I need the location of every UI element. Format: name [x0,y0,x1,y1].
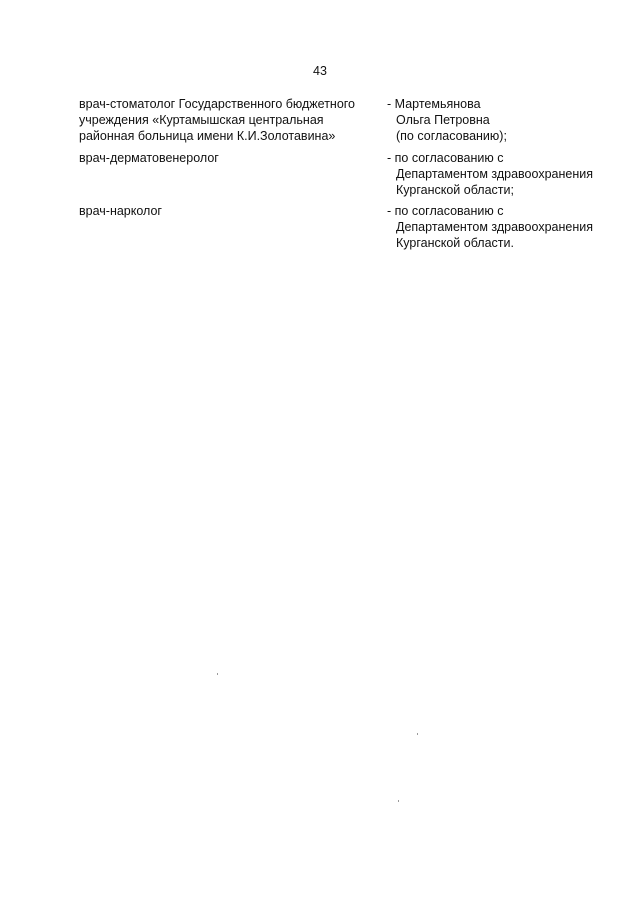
assignee-line: Департаментом здравоохранения [396,167,593,181]
assignee-line: - Мартемьянова [387,97,481,111]
assignee [387,150,627,198]
assignee-line: Курганской области. [396,236,514,250]
position-line: учреждения «Куртамышская центральная [79,113,324,127]
position-title [79,150,379,166]
assignee [387,203,627,251]
scan-speck [417,733,418,735]
assignee-line: Департаментом здравоохранения [396,220,593,234]
scan-speck [217,673,218,675]
position-line: районная больница имени К.И.Золотавина» [79,129,336,143]
page-number: 43 [313,64,327,78]
assignee-line: - по согласованию с [387,204,504,218]
position-title [79,96,379,144]
assignee-line: (по согласованию); [396,129,507,143]
position-line: врач-стоматолог Государственного бюджетного [79,97,356,111]
assignee-line: - по согласованию с [387,151,504,165]
position-title [79,203,379,219]
assignee-line: Ольга Петровна [396,113,490,127]
position-line: врач-дерматовенеролог [79,151,219,165]
position-line: врач-нарколог [79,204,162,218]
scan-speck [398,800,399,802]
assignee [387,96,627,144]
assignee-line: Курганской области; [396,183,514,197]
